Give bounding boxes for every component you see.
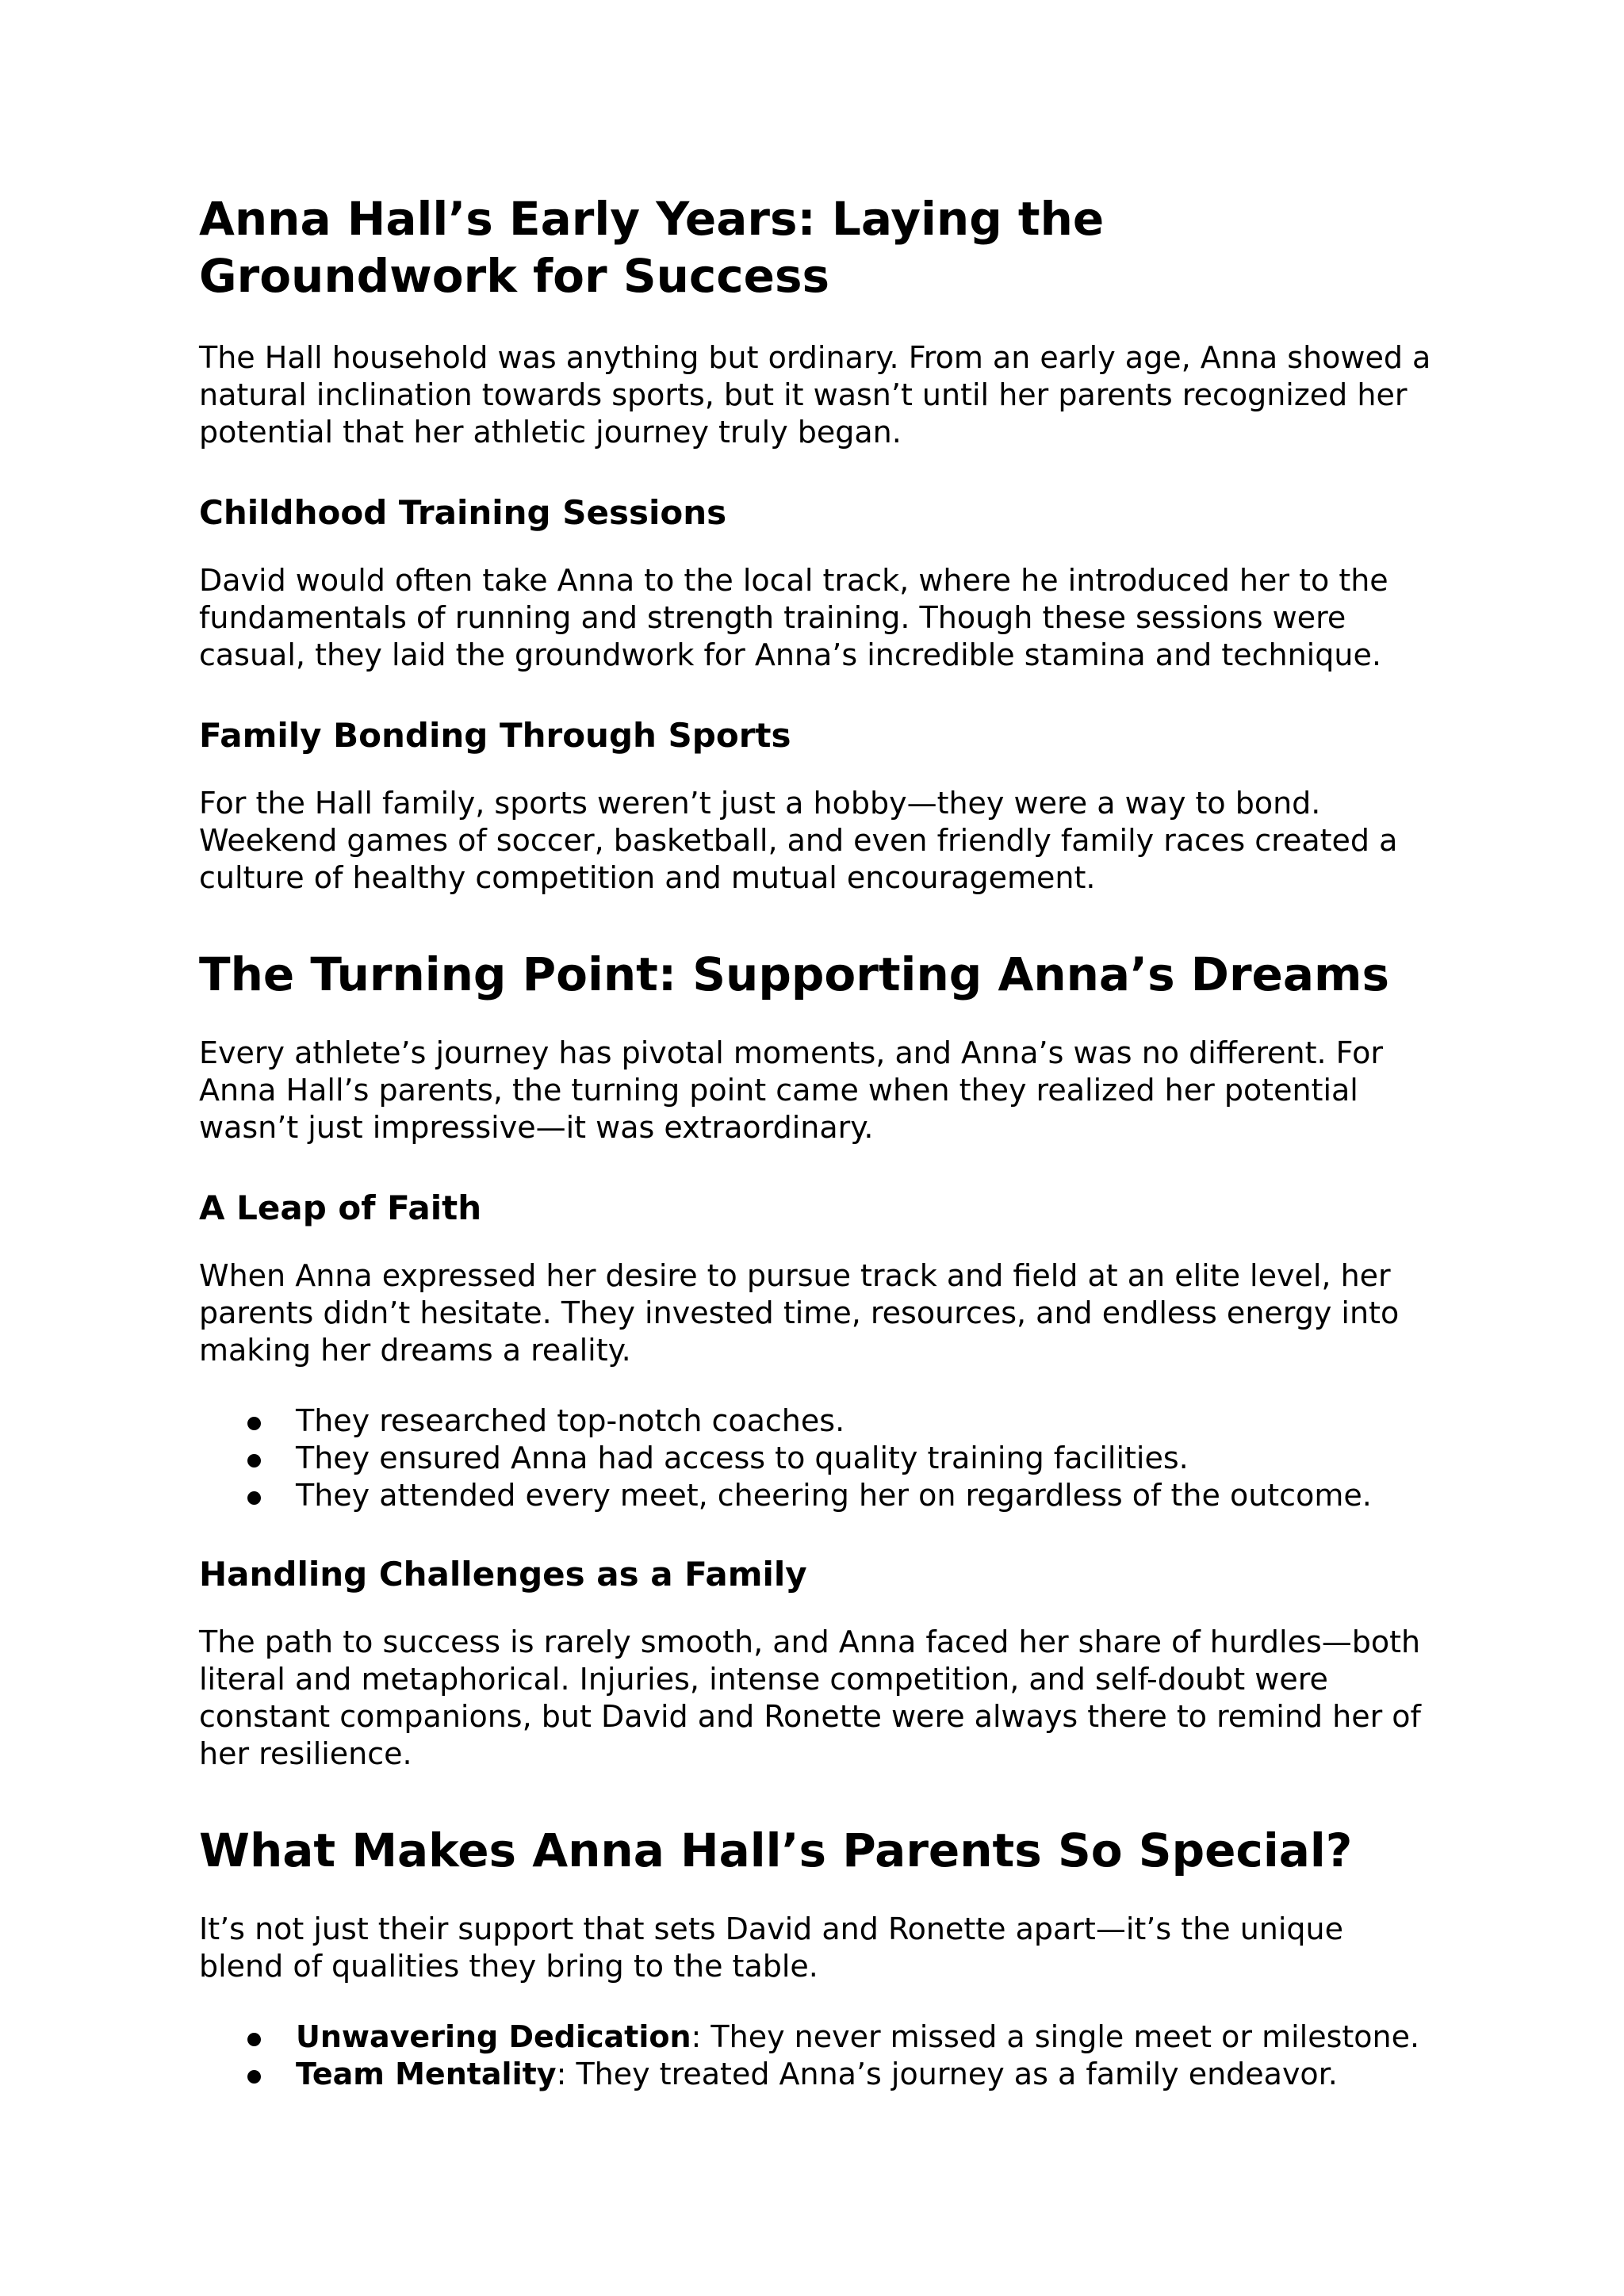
paragraph-turning-point-intro: Every athlete’s journey has pivotal moments, and Anna’s was no different. For Anna Hall’s parents, the turning point came when they realized her potential wasn’t just impressive—it was extraordinary. [199,1035,1384,1145]
paragraph-early-years-intro: The Hall household was anything but ordinary. From an early age, Anna showed a natural inclination towards sports, but it wasn’t until her parents recognized her potential that her athletic journey truly began. [199,340,1431,450]
quality-term: Unwavering Dedication [296,2019,691,2054]
paragraph-what-makes-special-intro: It’s not just their support that sets David and Ronette apart—it’s the unique blend of qualities they bring to the table. [199,1911,1343,1984]
list-item [199,2019,1436,2056]
heading-childhood-training: Childhood Training Sessions [199,493,727,532]
bullet-icon [247,1417,261,1430]
bullet-icon [247,2033,261,2046]
list-item-text: They researched top-notch coaches. [296,1403,845,1438]
heading-turning-point: The Turning Point: Supporting Anna’s Dreams [199,947,1389,1001]
list-item-text: They ensured Anna had access to quality training facilities. [296,1441,1189,1475]
paragraph-childhood-training: David would often take Anna to the local track, where he introduced her to the fundamentals of running and strength training. Though these sessions were casual, they laid the groundwork for Anna’s incredible stamina and technique. [199,563,1388,672]
list-item [199,1477,1436,1514]
heading-handling-challenges: Handling Challenges as a Family [199,1555,807,1594]
list-item [199,1402,1436,1440]
quality-description: : They never missed a single meet or milestone. [691,2019,1420,2054]
bullet-icon [247,1454,261,1468]
heading-what-makes-special: What Makes Anna Hall’s Parents So Special? [199,1823,1353,1877]
bullet-icon [247,2070,261,2084]
paragraph-handling-challenges: The path to success is rarely smooth, and Anna faced her share of hurdles—both literal and metaphorical. Injuries, intense competition, and self-doubt were constant companions, but David and Ronette were always there to remind her of her resilience. [199,1624,1421,1771]
heading-leap-of-faith: A Leap of Faith [199,1188,482,1227]
heading-early-years: Anna Hall’s Early Years: Laying the Groundwork for Success [199,192,1105,303]
document-content [199,190,1436,2093]
heading-family-bonding: Family Bonding Through Sports [199,716,791,755]
list-item [199,2056,1436,2093]
bullet-list-support [199,1402,1436,1514]
list-item-text: They attended every meet, cheering her on regardless of the outcome. [296,1478,1372,1513]
quality-description: : They treated Anna’s journey as a family endeavor. [556,2057,1338,2091]
paragraph-leap-of-faith: When Anna expressed her desire to pursue track and field at an elite level, her parents didn’t hesitate. They invested time, resources, and endless energy into making her dreams a reality. [199,1258,1400,1368]
bullet-list-qualities [199,2019,1436,2093]
quality-term: Team Mentality [296,2057,557,2091]
bullet-icon [247,1491,261,1505]
list-item [199,1440,1436,1477]
paragraph-family-bonding: For the Hall family, sports weren’t just a hobby—they were a way to bond. Weekend games of soccer, basketball, and even friendly family races created a culture of healthy competition and mutual encouragement. [199,786,1398,895]
